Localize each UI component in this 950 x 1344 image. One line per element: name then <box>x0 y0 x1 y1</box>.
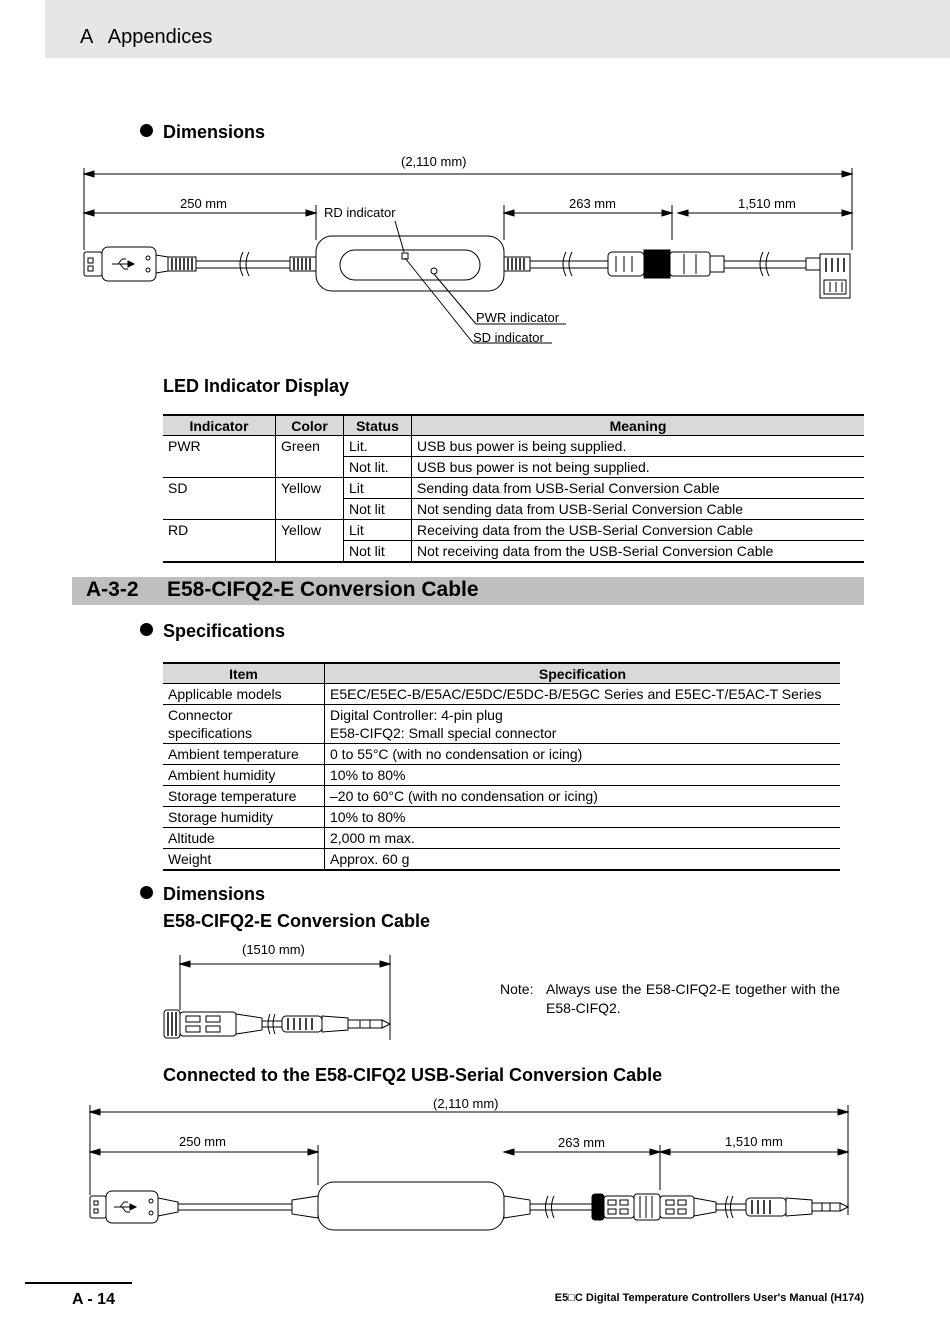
table-header-cell: Specification <box>325 663 841 684</box>
page-number: A - 14 <box>72 1291 115 1308</box>
table-cell: Lit <box>344 520 412 541</box>
spec-line: Digital Controller: 4-pin plug <box>330 707 503 723</box>
table-header-cell: Indicator <box>163 415 276 436</box>
table-cell: Applicable models <box>163 684 325 705</box>
sd-indicator-label: SD indicator <box>473 330 544 345</box>
table-cell: Storage humidity <box>163 807 325 828</box>
table-cell: Altitude <box>163 828 325 849</box>
table-cell: Connector specifications <box>163 705 325 744</box>
dim-length-label: (1510 mm) <box>242 942 305 957</box>
dim-right-label: 1,510 mm <box>738 196 796 211</box>
header-title: A Appendices <box>80 26 213 48</box>
table-cell: USB bus power is not being supplied. <box>412 457 865 478</box>
dim-right-label-2: 1,510 mm <box>725 1134 783 1149</box>
table-cell: Approx. 60 g <box>325 849 841 871</box>
table-cell: USB bus power is being supplied. <box>412 436 865 457</box>
dimensions-heading-2: Dimensions <box>140 884 265 905</box>
table-cell: 10% to 80% <box>325 765 841 786</box>
footer-rule <box>25 1282 132 1284</box>
table-header-cell: Status <box>344 415 412 436</box>
section-number: A-3-2 <box>86 578 139 601</box>
dim-mid-label: 263 mm <box>569 196 616 211</box>
table-cell: 10% to 80% <box>325 807 841 828</box>
table-cell: Not lit. <box>344 457 412 478</box>
table-cell: Receiving data from the USB-Serial Conversion Cable <box>412 520 865 541</box>
table-header-cell: Meaning <box>412 415 865 436</box>
table-cell: Not lit <box>344 541 412 563</box>
dim-mid-label-2: 263 mm <box>558 1135 605 1150</box>
table-cell: Lit. <box>344 436 412 457</box>
table-cell: PWR <box>168 438 201 454</box>
led-heading: LED Indicator Display <box>163 376 350 396</box>
table-cell: E5EC/E5EC-B/E5AC/E5DC/E5DC-B/E5GC Series and E5EC-T/E5AC-T Series <box>325 684 841 705</box>
dim-total-label: (2,110 mm) <box>401 154 467 169</box>
section-title: E58-CIFQ2-E Conversion Cable <box>167 578 479 601</box>
table-cell: Weight <box>163 849 325 871</box>
table-cell: 0 to 55°C (with no condensation or icing) <box>325 744 841 765</box>
pwr-indicator-label: PWR indicator <box>476 310 560 325</box>
table-cell: SD <box>168 480 188 496</box>
table-cell: Green <box>276 436 344 457</box>
table-cell: Lit <box>344 478 412 499</box>
dim-left-label-2: 250 mm <box>179 1134 226 1149</box>
table-header-cell: Item <box>163 663 325 684</box>
rd-indicator-label: RD indicator <box>324 205 396 220</box>
dim-left-label: 250 mm <box>180 196 227 211</box>
table-cell: Not sending data from USB-Serial Conversion Cable <box>412 499 865 520</box>
table-cell: RD <box>168 522 189 538</box>
table-cell: Ambient humidity <box>163 765 325 786</box>
table-cell: Not lit <box>344 499 412 520</box>
table-cell: Ambient temperature <box>163 744 325 765</box>
note-text: Always use the E58-CIFQ2-E together with the E58-CIFQ2. <box>546 981 840 1016</box>
dimensions-heading: Dimensions <box>140 122 265 143</box>
table-cell: 2,000 m max. <box>325 828 841 849</box>
table-cell: Yellow <box>276 478 344 499</box>
conversion-cable-subheading: E58-CIFQ2-E Conversion Cable <box>163 911 431 931</box>
specifications-heading: Specifications <box>140 621 285 642</box>
table-cell: –20 to 60°C (with no condensation or icing) <box>325 786 841 807</box>
table-header-cell: Color <box>276 415 344 436</box>
table-cell: Storage temperature <box>163 786 325 807</box>
manual-title: E5□C Digital Temperature Controllers User's Manual (H174) <box>554 1292 864 1304</box>
note-label: Note: <box>500 981 534 997</box>
spec-line: E58-CIFQ2: Small special connector <box>330 725 557 741</box>
table-cell: Not receiving data from the USB-Serial Conversion Cable <box>412 541 865 563</box>
table-cell: Yellow <box>276 520 344 541</box>
connected-heading: Connected to the E58-CIFQ2 USB-Serial Conversion Cable <box>163 1065 663 1085</box>
dim-total-label-2: (2,110 mm) <box>433 1096 499 1111</box>
table-cell: Sending data from USB-Serial Conversion Cable <box>412 478 865 499</box>
